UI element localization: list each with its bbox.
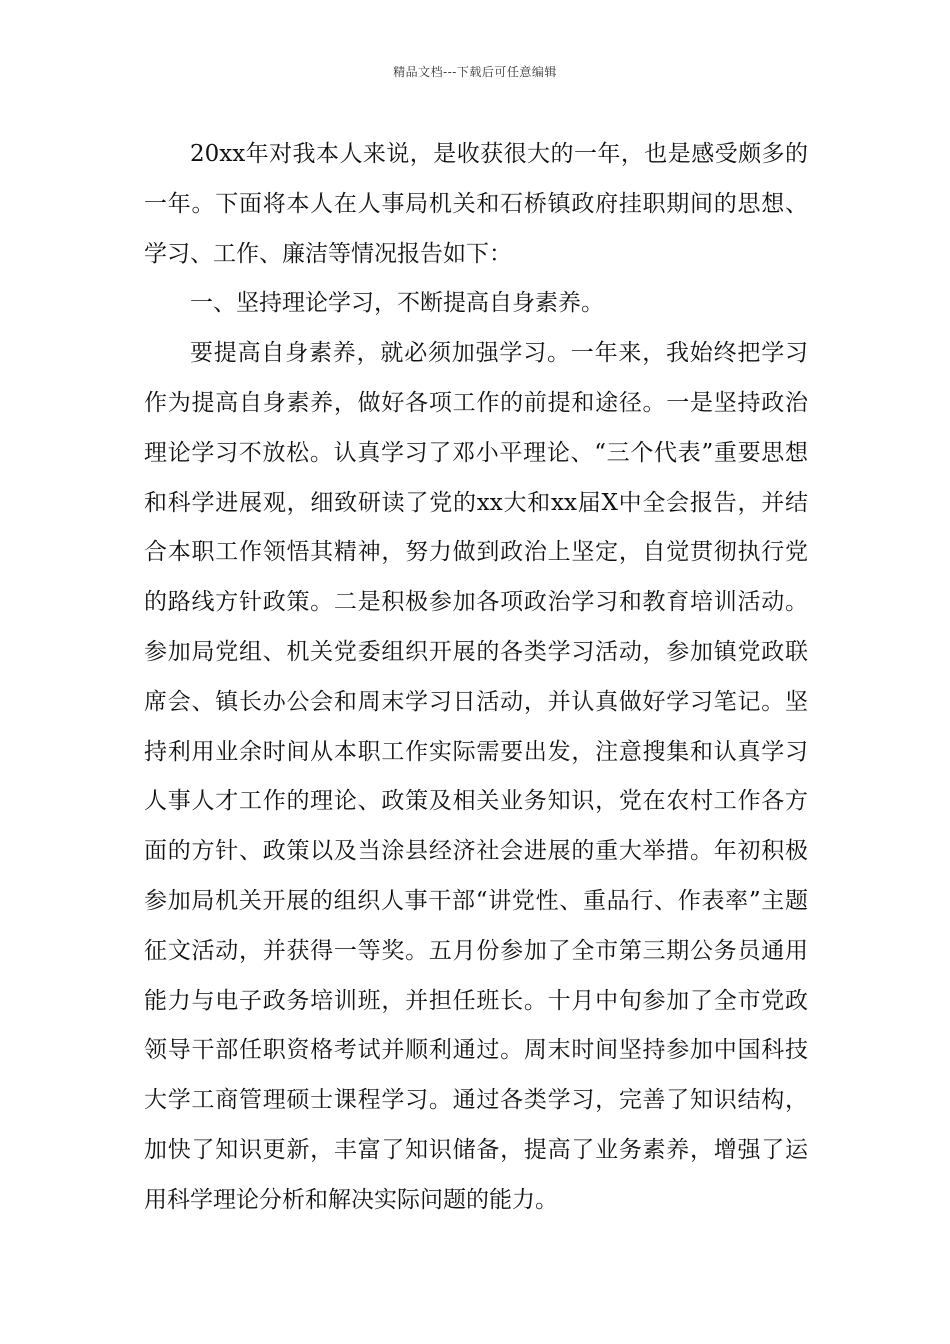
paragraph-intro: 20xx年对我本人来说，是收获很大的一年，也是感受颇多的一年。下面将本人在人事局机关和石桥镇政府挂职期间的思想、学习、工作、廉洁等情况报告如下：: [144, 141, 808, 267]
document-body: [144, 130, 808, 1226]
paragraph-study: 要提高自身素养，就必须加强学习。一年来，我始终把学习作为提高自身素养，做好各项工作的前提和途径。一是坚持政治理论学习不放松。认真学习了邓小平理论、“三个代表”重要思想和科学进展观，细致研读了党的xx大和xx届X中全会报告，并结合本职工作领悟其精神，努力做到政治上坚定，自觉贯彻执行党的路线方针政策。二是积极参加各项政治学习和教育培训活动。参加局党组、机关党委组织开展的各类学习活动，参加镇党政联席会、镇长办公会和周末学习日活动，并认真做好学习笔记。坚持利用业余时间从本职工作实际需要出发，注意搜集和认真学习人事人才工作的理论、政策及相关业务知识，党在农村工作各方面的方针、政策以及当涂县经济社会进展的重大举措。年初积极参加局机关开展的组织人事干部“讲党性、重品行、作表率”主题征文活动，并获得一等奖。五月份参加了全市第三期公务员通用能力与电子政务培训班，并担任班长。十月中旬参加了全市党政领导干部任职资格考试并顺利通过。周末时间坚持参加中国科技大学工商管理硕士课程学习。通过各类学习，完善了知识结构，加快了知识更新，丰富了知识储备，提高了业务素养，增强了运用科学理论分析和解决实际问题的能力。: [144, 340, 808, 1213]
page-header: 精品文档---下载后可任意编辑: [393, 65, 557, 79]
section-heading-1: 一、坚持理论学习，不断提高自身素养。: [190, 290, 604, 317]
